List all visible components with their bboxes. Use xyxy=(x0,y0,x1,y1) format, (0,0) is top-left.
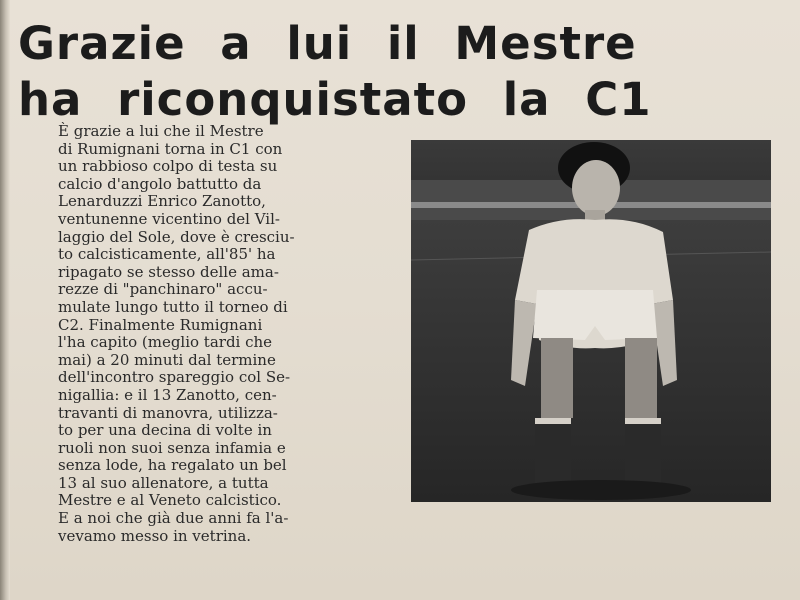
headline-line-1: Grazie a lui il Mestre xyxy=(18,17,637,70)
headline-line-2: ha riconquistato la C1 xyxy=(18,73,652,126)
player-photo xyxy=(411,140,771,502)
paper-edge xyxy=(0,0,10,600)
football-player-photo-icon xyxy=(411,140,771,502)
headline xyxy=(18,16,788,128)
article-body: È grazie a lui che il Mestre di Rumignani torna in C1 con un rabbioso colpo di testa su calcio d'angolo battutto da Lenarduzzi Enrico Zanotto, ventunenne vicentino del Vil- laggio del Sole, dove è cresciu- to calcisticamente, all'85' ha ripagato se stesso delle ama- rezze di "panchinaro" accu- mulate lungo tutto il torneo di C2. Finalmente Rumignani l'ha capito (meglio tardi che mai) a 20 minuti dal termine dell'incontro spareggio col Se- nigallia: e il 13 Zanotto, cen- travanti di manovra, utilizza- to per una decina di volte in ruoli non suoi senza infamia e senza lode, ha regalato un bel 13 al suo allenatore, a tutta Mestre e al Veneto calcistico. E a noi che già due anni fa l'a- vevamo messo in vetrina. xyxy=(58,122,295,545)
